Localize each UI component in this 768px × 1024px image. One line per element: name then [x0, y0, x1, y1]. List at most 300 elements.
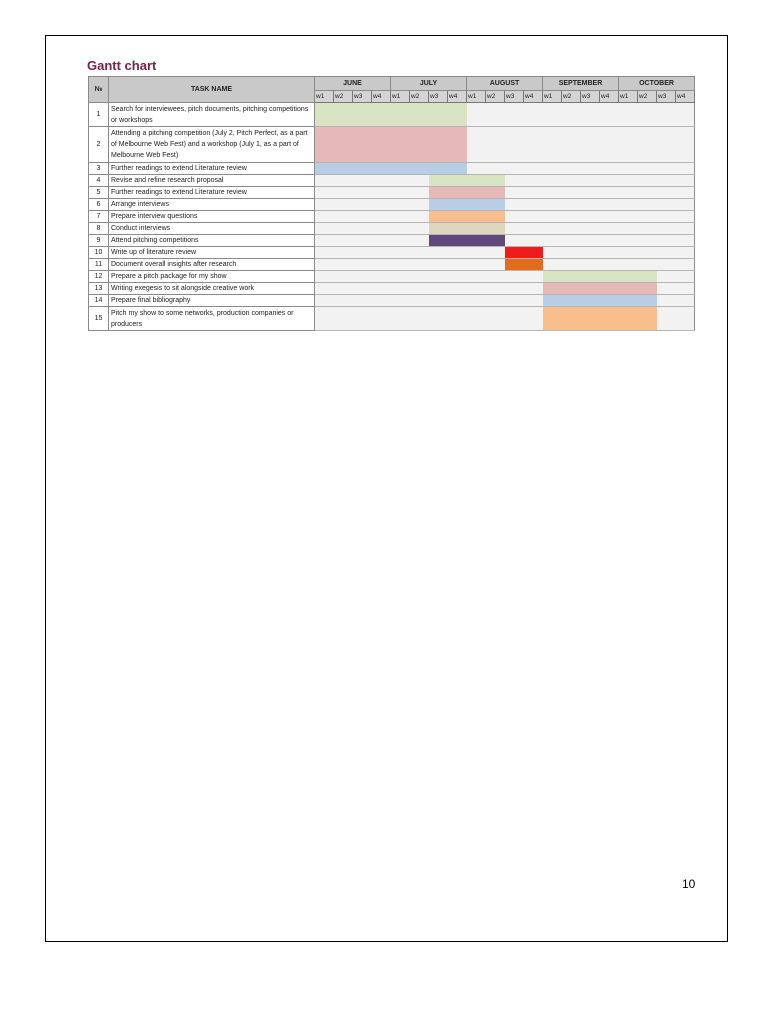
gantt-empty-cell — [315, 199, 334, 211]
task-number: 2 — [89, 127, 109, 163]
gantt-bar-segment — [448, 187, 467, 199]
gantt-empty-cell — [543, 259, 562, 271]
gantt-empty-cell — [448, 283, 467, 295]
gantt-empty-cell — [334, 187, 353, 199]
gantt-bar-segment — [467, 235, 486, 247]
gantt-empty-cell — [581, 127, 600, 163]
gantt-bar-segment — [562, 295, 581, 307]
week-header: w3 — [505, 91, 524, 103]
gantt-bar-segment — [391, 163, 410, 175]
task-number: 11 — [89, 259, 109, 271]
gantt-bar-segment — [467, 199, 486, 211]
gantt-bar-segment — [334, 127, 353, 163]
gantt-empty-cell — [429, 271, 448, 283]
task-row — [89, 283, 695, 295]
gantt-bar-segment — [581, 271, 600, 283]
gantt-empty-cell — [486, 259, 505, 271]
gantt-empty-cell — [486, 247, 505, 259]
gantt-empty-cell — [543, 211, 562, 223]
gantt-empty-cell — [353, 175, 372, 187]
gantt-bar-segment — [562, 283, 581, 295]
gantt-empty-cell — [391, 295, 410, 307]
gantt-empty-cell — [581, 235, 600, 247]
gantt-empty-cell — [372, 175, 391, 187]
gantt-empty-cell — [372, 307, 391, 331]
gantt-empty-cell — [467, 271, 486, 283]
gantt-empty-cell — [486, 295, 505, 307]
gantt-bar-segment — [524, 259, 543, 271]
gantt-bar-segment — [543, 307, 562, 331]
gantt-bar-segment — [315, 103, 334, 127]
gantt-empty-cell — [391, 199, 410, 211]
gantt-empty-cell — [505, 103, 524, 127]
gantt-bar-segment — [600, 307, 619, 331]
gantt-empty-cell — [334, 175, 353, 187]
gantt-empty-cell — [467, 127, 486, 163]
task-name: Writing exegesis to sit alongside creative work — [109, 283, 315, 295]
week-header: w3 — [657, 91, 676, 103]
gantt-bar-segment — [429, 163, 448, 175]
gantt-empty-cell — [600, 235, 619, 247]
gantt-empty-cell — [353, 271, 372, 283]
week-header: w3 — [581, 91, 600, 103]
gantt-bar-segment — [638, 271, 657, 283]
task-name: Prepare final bibliography — [109, 295, 315, 307]
gantt-empty-cell — [334, 259, 353, 271]
gantt-empty-cell — [562, 199, 581, 211]
gantt-empty-cell — [467, 259, 486, 271]
gantt-empty-cell — [486, 163, 505, 175]
gantt-bar-segment — [486, 223, 505, 235]
gantt-empty-cell — [543, 127, 562, 163]
gantt-empty-cell — [600, 247, 619, 259]
task-number: 13 — [89, 283, 109, 295]
task-name: Further readings to extend Literature review — [109, 163, 315, 175]
week-header: w3 — [353, 91, 372, 103]
gantt-bar-segment — [429, 199, 448, 211]
gantt-empty-cell — [676, 271, 695, 283]
gantt-empty-cell — [353, 187, 372, 199]
gantt-empty-cell — [315, 235, 334, 247]
gantt-bar-segment — [562, 307, 581, 331]
gantt-empty-cell — [372, 271, 391, 283]
gantt-empty-cell — [524, 307, 543, 331]
gantt-bar-segment — [505, 247, 524, 259]
task-number: 9 — [89, 235, 109, 247]
gantt-empty-cell — [505, 199, 524, 211]
gantt-empty-cell — [410, 199, 429, 211]
gantt-empty-cell — [391, 175, 410, 187]
task-row — [89, 163, 695, 175]
gantt-empty-cell — [448, 307, 467, 331]
gantt-empty-cell — [315, 271, 334, 283]
gantt-empty-cell — [638, 175, 657, 187]
task-name: Write up of literature review — [109, 247, 315, 259]
gantt-empty-cell — [410, 271, 429, 283]
gantt-bar-segment — [429, 235, 448, 247]
gantt-empty-cell — [334, 247, 353, 259]
gantt-empty-cell — [581, 199, 600, 211]
gantt-empty-cell — [372, 211, 391, 223]
gantt-empty-cell — [619, 103, 638, 127]
gantt-empty-cell — [581, 175, 600, 187]
gantt-empty-cell — [524, 295, 543, 307]
task-number: 5 — [89, 187, 109, 199]
gantt-empty-cell — [353, 211, 372, 223]
gantt-empty-cell — [524, 127, 543, 163]
gantt-empty-cell — [676, 103, 695, 127]
gantt-bar-segment — [429, 223, 448, 235]
gantt-empty-cell — [676, 295, 695, 307]
month-header: JUNE — [315, 77, 391, 91]
gantt-empty-cell — [315, 295, 334, 307]
gantt-bar-segment — [619, 307, 638, 331]
task-row — [89, 175, 695, 187]
gantt-empty-cell — [676, 175, 695, 187]
gantt-bar-segment — [353, 103, 372, 127]
gantt-empty-cell — [524, 235, 543, 247]
task-name: Attend pitching competitions — [109, 235, 315, 247]
task-number: 14 — [89, 295, 109, 307]
gantt-empty-cell — [657, 199, 676, 211]
gantt-empty-cell — [543, 199, 562, 211]
gantt-empty-cell — [600, 127, 619, 163]
gantt-empty-cell — [505, 127, 524, 163]
gantt-bar-segment — [467, 187, 486, 199]
task-row — [89, 103, 695, 127]
task-name: Prepare a pitch package for my show — [109, 271, 315, 283]
page-title: Gantt chart — [87, 58, 157, 73]
gantt-bar-segment — [391, 127, 410, 163]
gantt-empty-cell — [372, 283, 391, 295]
gantt-empty-cell — [486, 283, 505, 295]
gantt-empty-cell — [372, 247, 391, 259]
gantt-bar-segment — [448, 175, 467, 187]
gantt-bar-segment — [315, 163, 334, 175]
task-number: 4 — [89, 175, 109, 187]
gantt-empty-cell — [581, 103, 600, 127]
gantt-empty-cell — [524, 223, 543, 235]
gantt-empty-cell — [676, 307, 695, 331]
gantt-empty-cell — [467, 247, 486, 259]
gantt-empty-cell — [562, 103, 581, 127]
task-row — [89, 295, 695, 307]
gantt-empty-cell — [638, 247, 657, 259]
gantt-empty-cell — [676, 199, 695, 211]
gantt-empty-cell — [505, 175, 524, 187]
gantt-empty-cell — [581, 259, 600, 271]
gantt-empty-cell — [334, 271, 353, 283]
gantt-empty-cell — [676, 223, 695, 235]
gantt-empty-cell — [676, 235, 695, 247]
gantt-empty-cell — [391, 235, 410, 247]
task-name: Further readings to extend Literature review — [109, 187, 315, 199]
task-row — [89, 127, 695, 163]
gantt-empty-cell — [562, 163, 581, 175]
gantt-empty-cell — [562, 211, 581, 223]
task-name: Search for interviewees, pitch documents, pitching competitions or workshops — [109, 103, 315, 127]
gantt-empty-cell — [334, 307, 353, 331]
gantt-empty-cell — [638, 223, 657, 235]
week-header: w1 — [543, 91, 562, 103]
gantt-empty-cell — [600, 223, 619, 235]
gantt-empty-cell — [524, 283, 543, 295]
gantt-empty-cell — [486, 103, 505, 127]
gantt-bar-segment — [581, 283, 600, 295]
task-row — [89, 235, 695, 247]
task-name: Pitch my show to some networks, production companies or producers — [109, 307, 315, 331]
gantt-empty-cell — [372, 223, 391, 235]
gantt-empty-cell — [524, 163, 543, 175]
gantt-empty-cell — [315, 259, 334, 271]
gantt-empty-cell — [505, 235, 524, 247]
gantt-empty-cell — [391, 211, 410, 223]
gantt-empty-cell — [505, 295, 524, 307]
gantt-empty-cell — [562, 175, 581, 187]
week-header: w2 — [410, 91, 429, 103]
gantt-empty-cell — [657, 295, 676, 307]
gantt-empty-cell — [581, 187, 600, 199]
gantt-empty-cell — [581, 223, 600, 235]
gantt-bar-segment — [486, 211, 505, 223]
week-header: w1 — [619, 91, 638, 103]
gantt-empty-cell — [657, 163, 676, 175]
gantt-empty-cell — [676, 211, 695, 223]
gantt-bar-segment — [315, 127, 334, 163]
gantt-empty-cell — [619, 223, 638, 235]
gantt-empty-cell — [467, 163, 486, 175]
gantt-empty-cell — [410, 283, 429, 295]
week-header: w4 — [524, 91, 543, 103]
gantt-empty-cell — [353, 283, 372, 295]
gantt-bar-segment — [410, 103, 429, 127]
gantt-empty-cell — [676, 247, 695, 259]
gantt-bar-segment — [562, 271, 581, 283]
gantt-bar-segment — [638, 307, 657, 331]
task-name: Conduct interviews — [109, 223, 315, 235]
gantt-bar-segment — [448, 235, 467, 247]
gantt-empty-cell — [638, 211, 657, 223]
gantt-bar-segment — [486, 187, 505, 199]
gantt-bar-segment — [448, 211, 467, 223]
gantt-empty-cell — [657, 247, 676, 259]
gantt-empty-cell — [524, 211, 543, 223]
gantt-empty-cell — [619, 127, 638, 163]
gantt-empty-cell — [353, 247, 372, 259]
gantt-empty-cell — [429, 307, 448, 331]
gantt-empty-cell — [429, 295, 448, 307]
gantt-empty-cell — [600, 259, 619, 271]
gantt-empty-cell — [619, 211, 638, 223]
gantt-empty-cell — [657, 103, 676, 127]
task-name: Document overall insights after research — [109, 259, 315, 271]
gantt-empty-cell — [505, 163, 524, 175]
gantt-empty-cell — [619, 235, 638, 247]
week-header: w3 — [429, 91, 448, 103]
gantt-bar-segment — [619, 283, 638, 295]
gantt-empty-cell — [619, 259, 638, 271]
gantt-empty-cell — [676, 283, 695, 295]
gantt-empty-cell — [638, 235, 657, 247]
gantt-bar-segment — [467, 223, 486, 235]
gantt-empty-cell — [657, 307, 676, 331]
gantt-bar-segment — [638, 295, 657, 307]
gantt-bar-segment — [467, 175, 486, 187]
gantt-empty-cell — [410, 307, 429, 331]
gantt-empty-cell — [657, 283, 676, 295]
gantt-bar-segment — [619, 271, 638, 283]
week-header: w4 — [448, 91, 467, 103]
gantt-bar-segment — [372, 127, 391, 163]
gantt-empty-cell — [619, 247, 638, 259]
gantt-empty-cell — [619, 175, 638, 187]
month-header: OCTOBER — [619, 77, 695, 91]
gantt-bar-segment — [429, 187, 448, 199]
gantt-empty-cell — [619, 199, 638, 211]
gantt-bar-segment — [486, 235, 505, 247]
gantt-bar-segment — [600, 295, 619, 307]
gantt-empty-cell — [410, 247, 429, 259]
gantt-empty-cell — [505, 223, 524, 235]
gantt-empty-cell — [676, 127, 695, 163]
gantt-empty-cell — [562, 187, 581, 199]
week-header: w2 — [486, 91, 505, 103]
gantt-bar-segment — [334, 163, 353, 175]
gantt-empty-cell — [315, 175, 334, 187]
gantt-empty-cell — [315, 223, 334, 235]
task-number: 15 — [89, 307, 109, 331]
gantt-empty-cell — [391, 223, 410, 235]
gantt-bar-segment — [543, 295, 562, 307]
gantt-empty-cell — [638, 163, 657, 175]
gantt-empty-cell — [600, 211, 619, 223]
gantt-empty-cell — [543, 103, 562, 127]
gantt-empty-cell — [524, 271, 543, 283]
gantt-bar-segment — [543, 271, 562, 283]
gantt-empty-cell — [372, 187, 391, 199]
gantt-empty-cell — [448, 295, 467, 307]
month-header: AUGUST — [467, 77, 543, 91]
week-header: w4 — [600, 91, 619, 103]
gantt-bar-segment — [467, 211, 486, 223]
gantt-empty-cell — [524, 199, 543, 211]
gantt-empty-cell — [353, 235, 372, 247]
gantt-empty-cell — [353, 199, 372, 211]
gantt-empty-cell — [353, 307, 372, 331]
gantt-empty-cell — [429, 247, 448, 259]
gantt-empty-cell — [657, 175, 676, 187]
gantt-empty-cell — [505, 283, 524, 295]
task-name: Arrange interviews — [109, 199, 315, 211]
gantt-empty-cell — [391, 271, 410, 283]
gantt-empty-cell — [543, 235, 562, 247]
gantt-empty-cell — [657, 259, 676, 271]
gantt-empty-cell — [467, 283, 486, 295]
gantt-empty-cell — [372, 235, 391, 247]
gantt-empty-cell — [676, 187, 695, 199]
gantt-empty-cell — [334, 223, 353, 235]
task-row — [89, 199, 695, 211]
gantt-empty-cell — [600, 175, 619, 187]
gantt-empty-cell — [581, 247, 600, 259]
gantt-empty-cell — [334, 295, 353, 307]
month-header: JULY — [391, 77, 467, 91]
gantt-empty-cell — [334, 283, 353, 295]
gantt-bar-segment — [372, 103, 391, 127]
week-header: w1 — [467, 91, 486, 103]
week-header: w2 — [334, 91, 353, 103]
gantt-empty-cell — [315, 187, 334, 199]
gantt-bar-segment — [448, 127, 467, 163]
gantt-bar-segment — [448, 199, 467, 211]
gantt-bar-segment — [619, 295, 638, 307]
gantt-empty-cell — [562, 223, 581, 235]
gantt-bar-segment — [581, 307, 600, 331]
gantt-bar-segment — [353, 127, 372, 163]
gantt-empty-cell — [562, 235, 581, 247]
task-number: 3 — [89, 163, 109, 175]
task-name: Attending a pitching competition (July 2, Pitch Perfect, as a part of Melbourne Web Fest) and a workshop (July 1, as a part of Melbourne Web Fest) — [109, 127, 315, 163]
task-number: 1 — [89, 103, 109, 127]
gantt-empty-cell — [486, 127, 505, 163]
gantt-bar-segment — [429, 211, 448, 223]
task-name: Revise and refine research proposal — [109, 175, 315, 187]
gantt-bar-segment — [429, 127, 448, 163]
gantt-bar-segment — [486, 199, 505, 211]
gantt-empty-cell — [448, 271, 467, 283]
gantt-empty-cell — [391, 283, 410, 295]
gantt-bar-segment — [448, 163, 467, 175]
gantt-empty-cell — [562, 247, 581, 259]
week-header: w1 — [391, 91, 410, 103]
gantt-bar-segment — [410, 163, 429, 175]
gantt-empty-cell — [353, 295, 372, 307]
week-header: w4 — [372, 91, 391, 103]
gantt-empty-cell — [619, 187, 638, 199]
gantt-empty-cell — [410, 235, 429, 247]
gantt-empty-cell — [581, 211, 600, 223]
gantt-empty-cell — [562, 127, 581, 163]
gantt-empty-cell — [600, 187, 619, 199]
gantt-bar-segment — [448, 103, 467, 127]
gantt-empty-cell — [315, 211, 334, 223]
gantt-empty-cell — [524, 175, 543, 187]
gantt-empty-cell — [315, 283, 334, 295]
task-row — [89, 247, 695, 259]
gantt-empty-cell — [543, 163, 562, 175]
gantt-empty-cell — [600, 103, 619, 127]
gantt-bar-segment — [372, 163, 391, 175]
gantt-empty-cell — [467, 295, 486, 307]
gantt-empty-cell — [486, 271, 505, 283]
task-number: 6 — [89, 199, 109, 211]
gantt-empty-cell — [467, 307, 486, 331]
gantt-empty-cell — [315, 247, 334, 259]
gantt-empty-cell — [562, 259, 581, 271]
gantt-empty-cell — [410, 295, 429, 307]
task-row — [89, 223, 695, 235]
gantt-bar-segment — [505, 259, 524, 271]
gantt-bar-segment — [486, 175, 505, 187]
gantt-empty-cell — [334, 235, 353, 247]
gantt-empty-cell — [638, 199, 657, 211]
gantt-empty-cell — [315, 307, 334, 331]
gantt-bar-segment — [543, 283, 562, 295]
gantt-empty-cell — [505, 211, 524, 223]
gantt-empty-cell — [391, 259, 410, 271]
gantt-empty-cell — [657, 223, 676, 235]
gantt-empty-cell — [543, 247, 562, 259]
